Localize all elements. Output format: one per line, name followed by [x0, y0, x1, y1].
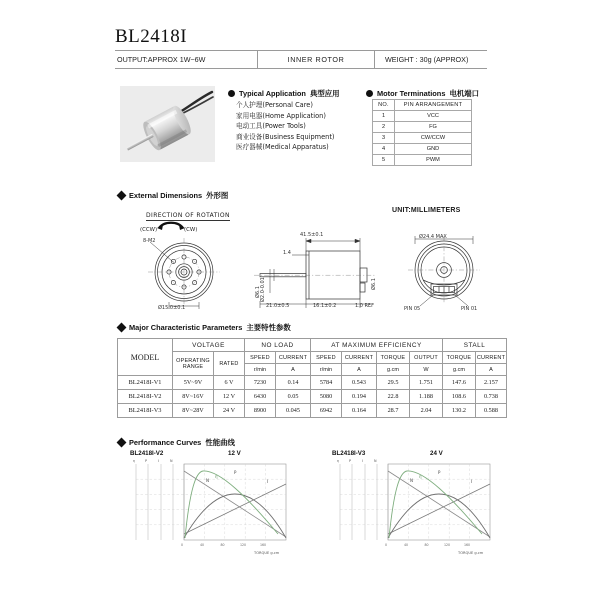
cell-stall-current: 0.588: [476, 404, 507, 418]
bullet-diamond-icon: [117, 323, 127, 333]
pin-col-no: NO.: [373, 100, 395, 111]
cell-stall-torque: 147.6: [443, 376, 476, 390]
table-header-row-subs: [118, 352, 507, 364]
bullet-diamond-icon: [117, 438, 127, 448]
pin-no: 4: [373, 144, 395, 155]
svg-text:40: 40: [404, 543, 409, 547]
cell-nl-speed: 7230: [245, 376, 276, 390]
header-rotor-type: INNER ROTOR: [257, 51, 374, 68]
svg-text:P: P: [438, 470, 441, 475]
list-item: 电动工具(Power Tools): [236, 122, 306, 131]
cell-nl-current: 0.05: [276, 390, 311, 404]
table-row: [118, 390, 507, 404]
cell-me-output: 1.188: [410, 390, 443, 404]
dim-flange: 1.4: [283, 250, 291, 256]
label-ccw: (CCW): [140, 227, 158, 233]
svg-text:TORQUE g.cm: TORQUE g.cm: [254, 551, 280, 555]
label-pin-05: PIN 05: [404, 306, 421, 312]
header-weight: WEIGHT : 30g (APPROX): [374, 51, 487, 68]
front-view-drawing: [138, 236, 230, 312]
header-spec-row: [115, 50, 487, 69]
terminations-heading-en: Motor Terminations: [377, 89, 446, 98]
pin-no: 3: [373, 133, 395, 144]
label-pin-01: PIN 01: [461, 306, 478, 312]
group-no-load: NO LOAD: [245, 339, 311, 352]
svg-text:I: I: [471, 479, 473, 484]
table-header-row-groups: [118, 339, 507, 352]
cell-me-output: 2.04: [410, 404, 443, 418]
svg-text:I: I: [267, 479, 269, 484]
col-me-torque: TORQUE: [377, 352, 410, 364]
list-item: 商业设备(Business Equipment): [236, 132, 335, 141]
pin-function: VCC: [395, 111, 472, 122]
svg-text:0: 0: [385, 543, 388, 547]
list-item: 个人护理(Personal Care): [236, 101, 313, 109]
cell-nl-speed: 8900: [245, 404, 276, 418]
curve-right-voltage: 24 V: [430, 450, 443, 457]
curve-left-model: BL2418I-V2: [130, 450, 164, 457]
motor-photo: [120, 86, 215, 162]
terminations-heading-cn: 电机端口: [449, 89, 480, 98]
table-row: [118, 376, 507, 390]
col-operating-range: OPERATING RANGE: [173, 352, 214, 376]
svg-text:N: N: [170, 459, 173, 463]
svg-text:N: N: [410, 478, 413, 483]
section-motor-terminations: [366, 88, 479, 99]
svg-text:η: η: [133, 459, 136, 463]
bullet-dot-icon: [228, 90, 235, 97]
pin-col-arrangement: PIN ARRANGEMENT: [395, 100, 472, 111]
table-row: [118, 404, 507, 418]
table-row: [373, 133, 472, 144]
svg-text:80: 80: [220, 543, 225, 547]
side-view-drawing: [250, 233, 390, 311]
page-title: BL2418I: [115, 26, 188, 47]
group-stall: STALL: [443, 339, 507, 352]
unit-me-current: A: [342, 364, 377, 376]
dim-body-length: 16.1±0.2: [313, 303, 337, 309]
dim-shaft-dia: Ø2.0-0.01: [260, 277, 266, 302]
cell-me-speed: 5080: [311, 390, 342, 404]
svg-text:η: η: [215, 474, 218, 479]
cell-me-speed: 5784: [311, 376, 342, 390]
parameters-heading-cn: 主要特性参数: [246, 323, 291, 332]
pin-no: 5: [373, 155, 395, 166]
cell-model: BL2418I-V2: [118, 390, 173, 404]
dim-rear-dia: Ø6.1: [371, 278, 377, 290]
label-cw: (CW): [184, 227, 198, 233]
parameters-heading-en: Major Characteristic Parameters: [129, 323, 243, 332]
rotation-direction-title: DIRECTION OF ROTATION: [146, 212, 230, 219]
table-row: [373, 144, 472, 155]
application-list: [236, 100, 334, 153]
list-item: 家用电器(Home Application): [236, 111, 326, 120]
bullet-diamond-icon: [117, 191, 127, 201]
cell-nl-current: 0.14: [276, 376, 311, 390]
cell-rated: 6 V: [214, 376, 245, 390]
dimensions-heading-en: External Dimensions: [129, 191, 203, 200]
performance-chart-right: [332, 458, 500, 558]
pin-arrangement-table: [372, 99, 472, 166]
dim-ref: 1.0 REF: [355, 303, 375, 309]
cell-me-torque: 29.5: [377, 376, 410, 390]
cell-me-current: 0.194: [342, 390, 377, 404]
application-heading-en: Typical Application: [239, 89, 306, 98]
table-row: [373, 155, 472, 166]
cell-rated: 24 V: [214, 404, 245, 418]
cell-nl-current: 0.045: [276, 404, 311, 418]
cell-operating-range: 5V~9V: [173, 376, 214, 390]
svg-text:P: P: [349, 459, 352, 463]
table-row: [373, 122, 472, 133]
col-me-output: OUTPUT: [410, 352, 443, 364]
section-performance-curves: [118, 437, 235, 448]
unit-note: UNIT:MILLIMETERS: [392, 207, 461, 214]
svg-text:P: P: [145, 459, 148, 463]
cell-rated: 12 V: [214, 390, 245, 404]
cell-stall-current: 2.157: [476, 376, 507, 390]
dim-boss-dia: Ø6.1: [255, 286, 261, 298]
cell-nl-speed: 6430: [245, 390, 276, 404]
header-output: OUTPUT:APPROX 1W~6W: [117, 55, 206, 64]
front-view-bolt-circle: Ø15.0±0.1: [158, 305, 186, 311]
group-voltage: VOLTAGE: [173, 339, 245, 352]
col-me-current: CURRENT: [342, 352, 377, 364]
col-me-speed: SPEED: [311, 352, 342, 364]
svg-text:160: 160: [260, 543, 267, 547]
svg-text:80: 80: [424, 543, 429, 547]
curve-right-model: BL2418I-V3: [332, 450, 366, 457]
rotation-arrow-icon: [156, 219, 186, 231]
parameters-table-wrapper: [117, 338, 507, 418]
section-typical-application: [228, 88, 340, 99]
pin-function: CW/CCW: [395, 133, 472, 144]
svg-text:η: η: [337, 459, 340, 463]
cell-model: BL2418I-V3: [118, 404, 173, 418]
svg-text:TORQUE g.cm: TORQUE g.cm: [458, 551, 484, 555]
cell-me-current: 0.543: [342, 376, 377, 390]
dimensions-heading-cn: 外形图: [206, 191, 229, 200]
svg-text:N: N: [374, 459, 377, 463]
pin-function: FG: [395, 122, 472, 133]
section-major-parameters: [118, 322, 291, 333]
pin-no: 1: [373, 111, 395, 122]
cell-me-torque: 22.8: [377, 390, 410, 404]
svg-text:120: 120: [240, 543, 247, 547]
col-nl-current: CURRENT: [276, 352, 311, 364]
svg-text:0: 0: [181, 543, 184, 547]
performance-chart-left: [128, 458, 296, 558]
table-header-row: [373, 100, 472, 111]
col-nl-speed: SPEED: [245, 352, 276, 364]
cell-model: BL2418I-V1: [118, 376, 173, 390]
rear-view-drawing: [398, 232, 490, 310]
svg-text:N: N: [206, 478, 209, 483]
major-parameters-table: [117, 338, 507, 418]
col-model: MODEL: [118, 339, 173, 376]
front-view-screw-note: 8-M2: [143, 238, 156, 244]
curve-left-voltage: 12 V: [228, 450, 241, 457]
cell-me-torque: 28.7: [377, 404, 410, 418]
pin-function: GND: [395, 144, 472, 155]
pin-no: 2: [373, 122, 395, 133]
unit-nl-current: A: [276, 364, 311, 376]
cell-stall-current: 0.738: [476, 390, 507, 404]
pin-function: PWM: [395, 155, 472, 166]
unit-me-speed: r/min: [311, 364, 342, 376]
group-max-efficiency: AT MAXIMUM EFFICIENCY: [311, 339, 443, 352]
col-stall-torque: TORQUE: [443, 352, 476, 364]
curves-heading-cn: 性能曲线: [205, 438, 235, 447]
bullet-dot-icon: [366, 90, 373, 97]
curves-heading-en: Performance Curves: [129, 438, 202, 447]
svg-text:η: η: [419, 474, 422, 479]
dim-outer-dia: Ø24.4 MAX: [419, 234, 447, 240]
pin-table-wrapper: [372, 99, 472, 166]
cell-me-speed: 6942: [311, 404, 342, 418]
svg-text:I: I: [362, 459, 363, 463]
cell-me-output: 1.751: [410, 376, 443, 390]
dim-overall-length: 41.5±0.1: [300, 232, 324, 238]
cell-stall-torque: 130.2: [443, 404, 476, 418]
svg-text:160: 160: [464, 543, 471, 547]
table-row: [373, 111, 472, 122]
unit-stall-current: A: [476, 364, 507, 376]
dim-shaft-length: 21.0±0.5: [266, 303, 290, 309]
svg-text:120: 120: [444, 543, 451, 547]
svg-text:I: I: [158, 459, 159, 463]
col-stall-current: CURRENT: [476, 352, 507, 364]
col-rated: RATED: [214, 352, 245, 376]
section-external-dimensions: [118, 190, 228, 201]
unit-stall-torque: g.cm: [443, 364, 476, 376]
unit-me-output: W: [410, 364, 443, 376]
application-heading-cn: 典型应用: [309, 89, 340, 98]
cell-operating-range: 8V~28V: [173, 404, 214, 418]
cell-stall-torque: 108.6: [443, 390, 476, 404]
cell-me-current: 0.164: [342, 404, 377, 418]
unit-me-torque: g.cm: [377, 364, 410, 376]
list-item: 医疗器械(Medical Apparatus): [236, 143, 329, 152]
cell-operating-range: 8V~16V: [173, 390, 214, 404]
svg-text:P: P: [234, 470, 237, 475]
unit-nl-speed: r/min: [245, 364, 276, 376]
svg-text:40: 40: [200, 543, 205, 547]
